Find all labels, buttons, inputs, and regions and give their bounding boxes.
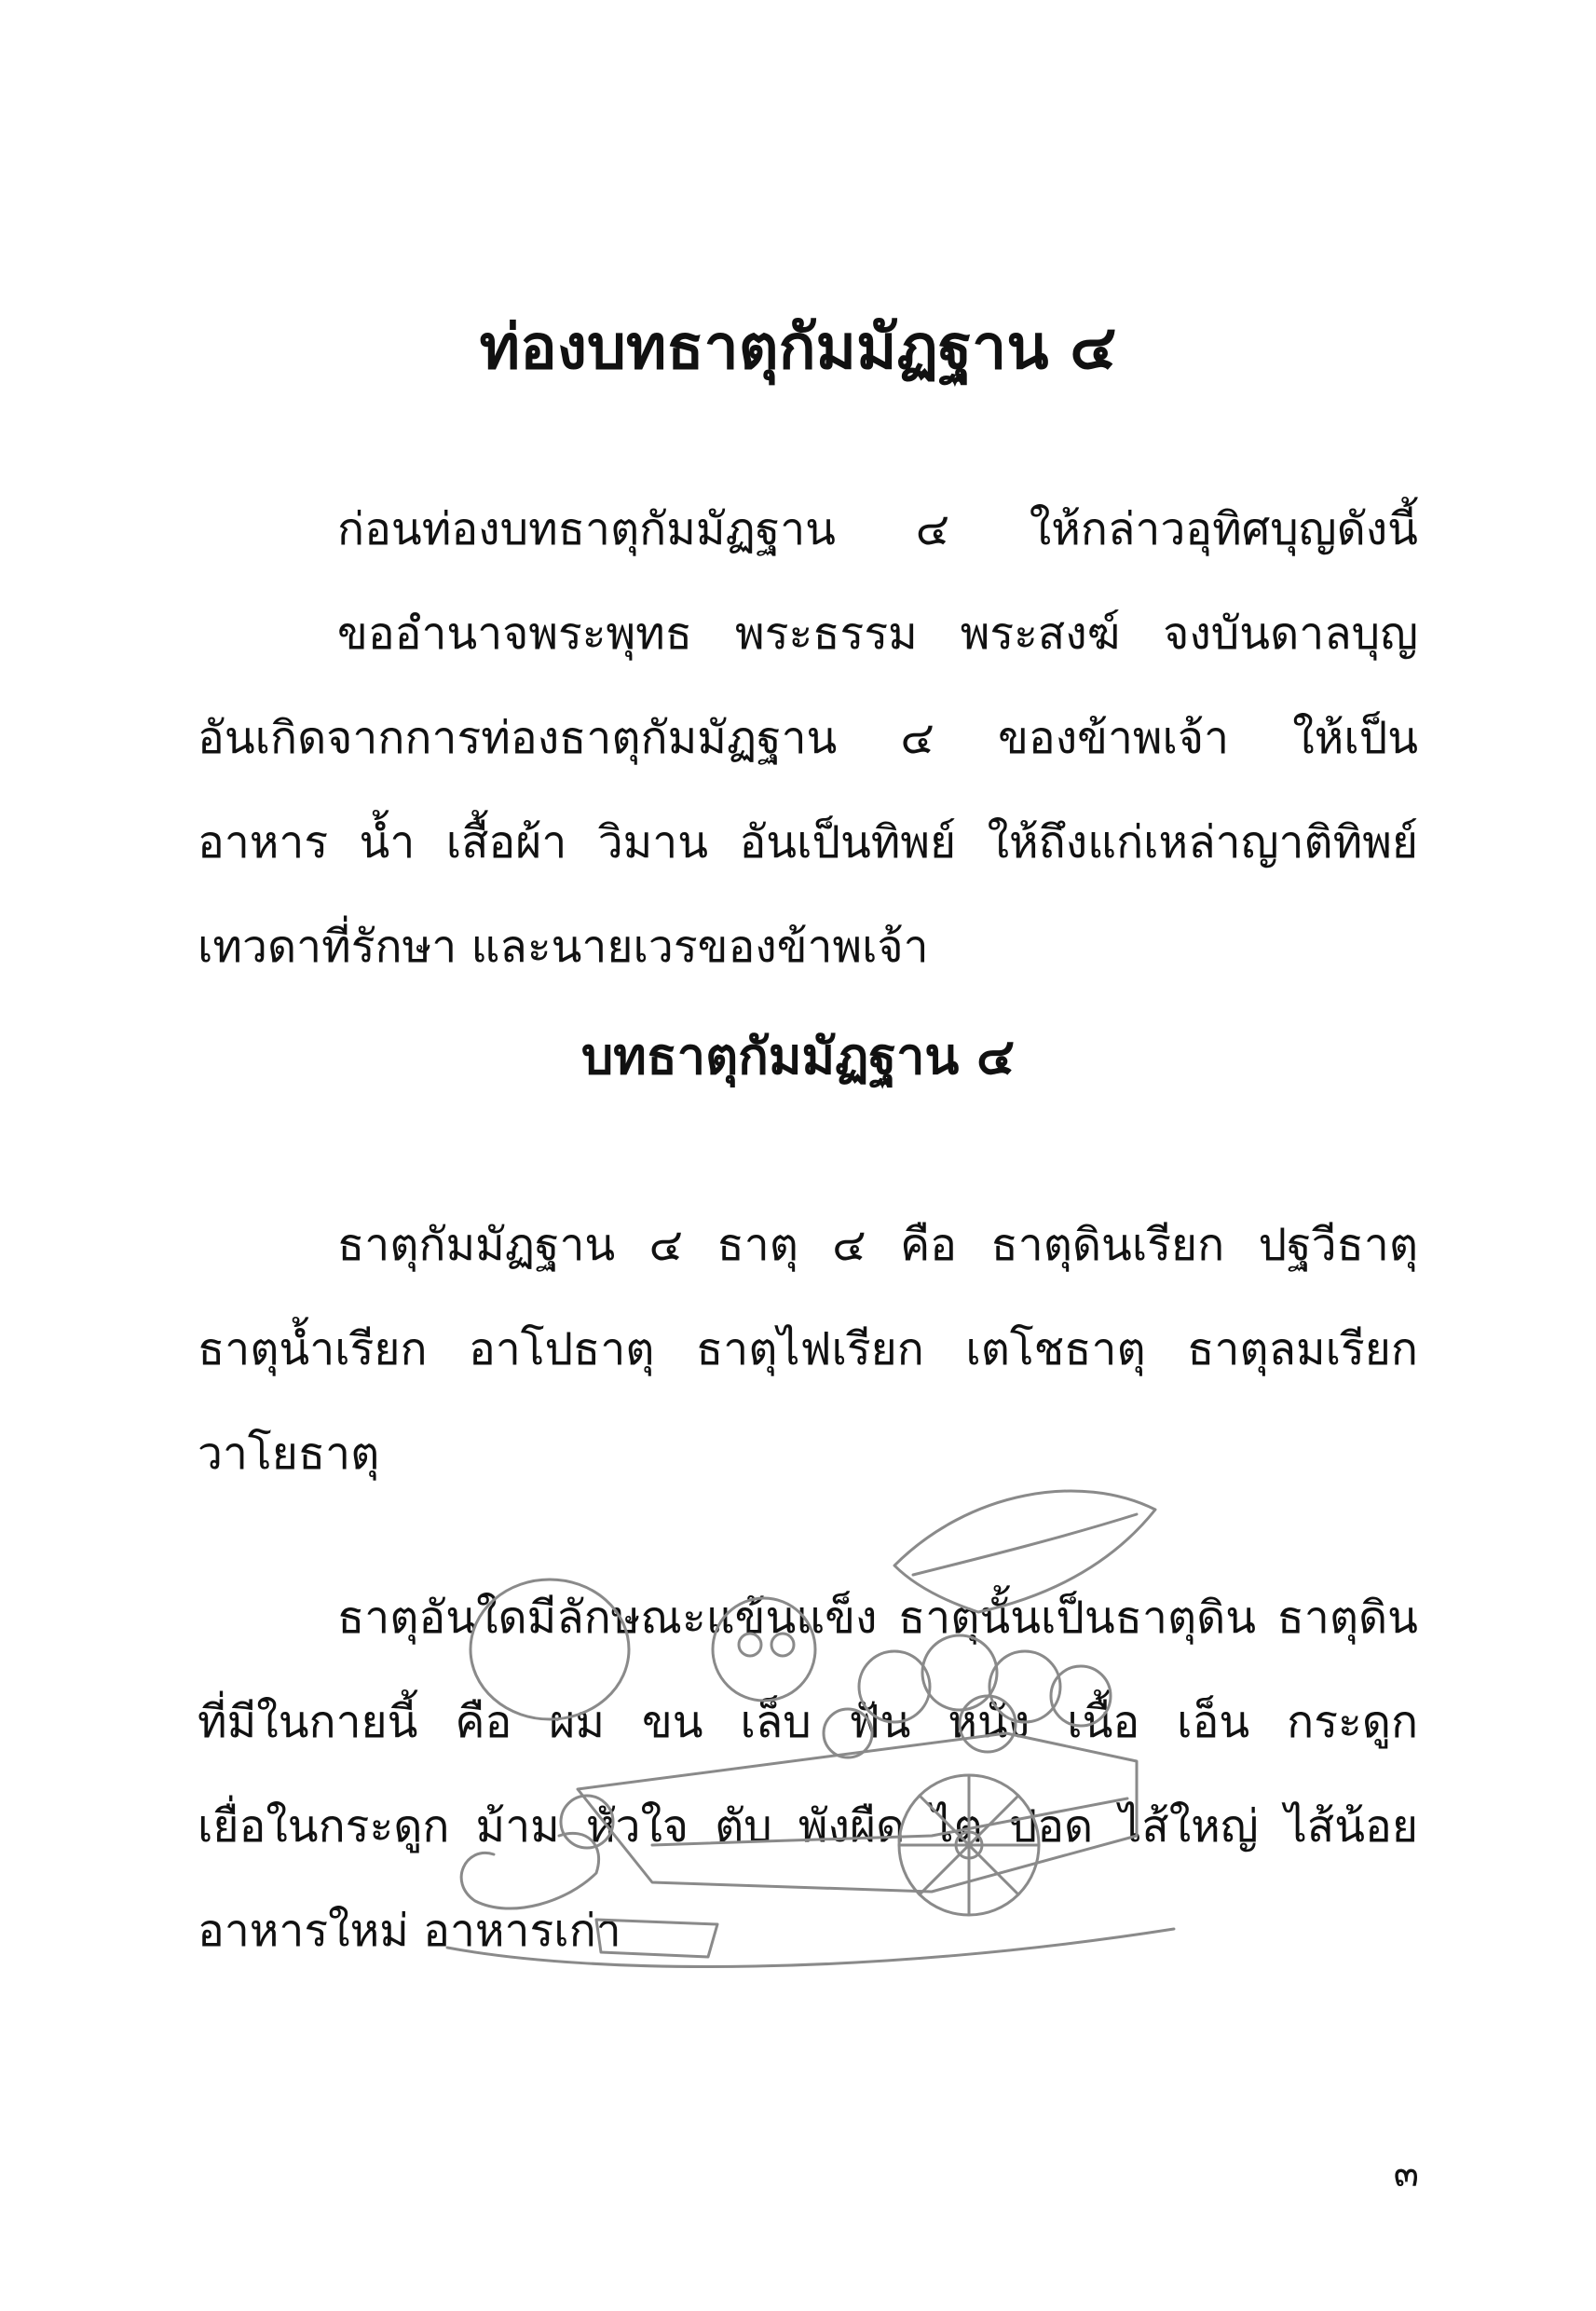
text-line: ขออำนาจพระพุทธ พระธรรม พระสงฆ์ จงบันดาลบุญ: [337, 608, 1418, 660]
text-line: ที่มีในกายนี้ คือ ผม ขน เล็บ ฟัน หนัง เนื้อ เอ็น กระดูก: [198, 1696, 1419, 1748]
text-line: ธาตุอันใดมีลักษณะแข้นแข็ง ธาตุนั้นเป็นธาตุดิน ธาตุดิน: [337, 1592, 1418, 1644]
cart-illustration: [410, 1454, 1248, 2125]
text-line: วาโยธาตุ: [198, 1428, 380, 1480]
intro-paragraph: [198, 477, 1418, 999]
text-line: ก่อนท่องบทธาตุกัมมัฏฐาน ๔ ให้กล่าวอุทิศบุญดังนี้: [337, 503, 1418, 555]
character-icon: [713, 1598, 815, 1701]
text-line: อาหาร น้ำ เสื้อผ้า วิมาน อันเป็นทิพย์ ให้ถึงแก่เหล่าญาติทิพย์: [198, 816, 1418, 868]
text-line: ธาตุกัมมัฏฐาน ๔ ธาตุ ๔ คือ ธาตุดินเรียก ปฐวีธาตุ: [337, 1219, 1418, 1271]
page-title: ท่องบทธาตุกัมมัฏฐาน ๔: [479, 311, 1117, 383]
text-line: อันเกิดจากการท่องธาตุกัมมัฏฐาน ๔ ของข้าพเจ้า ให้เป็น: [198, 712, 1418, 764]
page-number: ๓: [1393, 2153, 1419, 2195]
text-line: เยื่อในกระดูก ม้าม หัวใจ ตับ พังผืด ไต ปอด ไส้ใหญ่ ไส้น้อย: [198, 1800, 1418, 1853]
text-line: อาหารใหม่ อาหารเก่า: [198, 1905, 621, 1957]
section-heading: บทธาตุกัมมัฏฐาน ๔: [580, 1027, 1016, 1086]
leaf-icon: [894, 1491, 1155, 1612]
text-line: ธาตุน้ำเรียก อาโปธาตุ ธาตุไฟเรียก เตโชธาตุ ธาตุลมเรียก: [198, 1323, 1418, 1375]
text-line: เทวดาที่รักษา และนายเวรของข้าพเจ้า: [198, 921, 929, 973]
